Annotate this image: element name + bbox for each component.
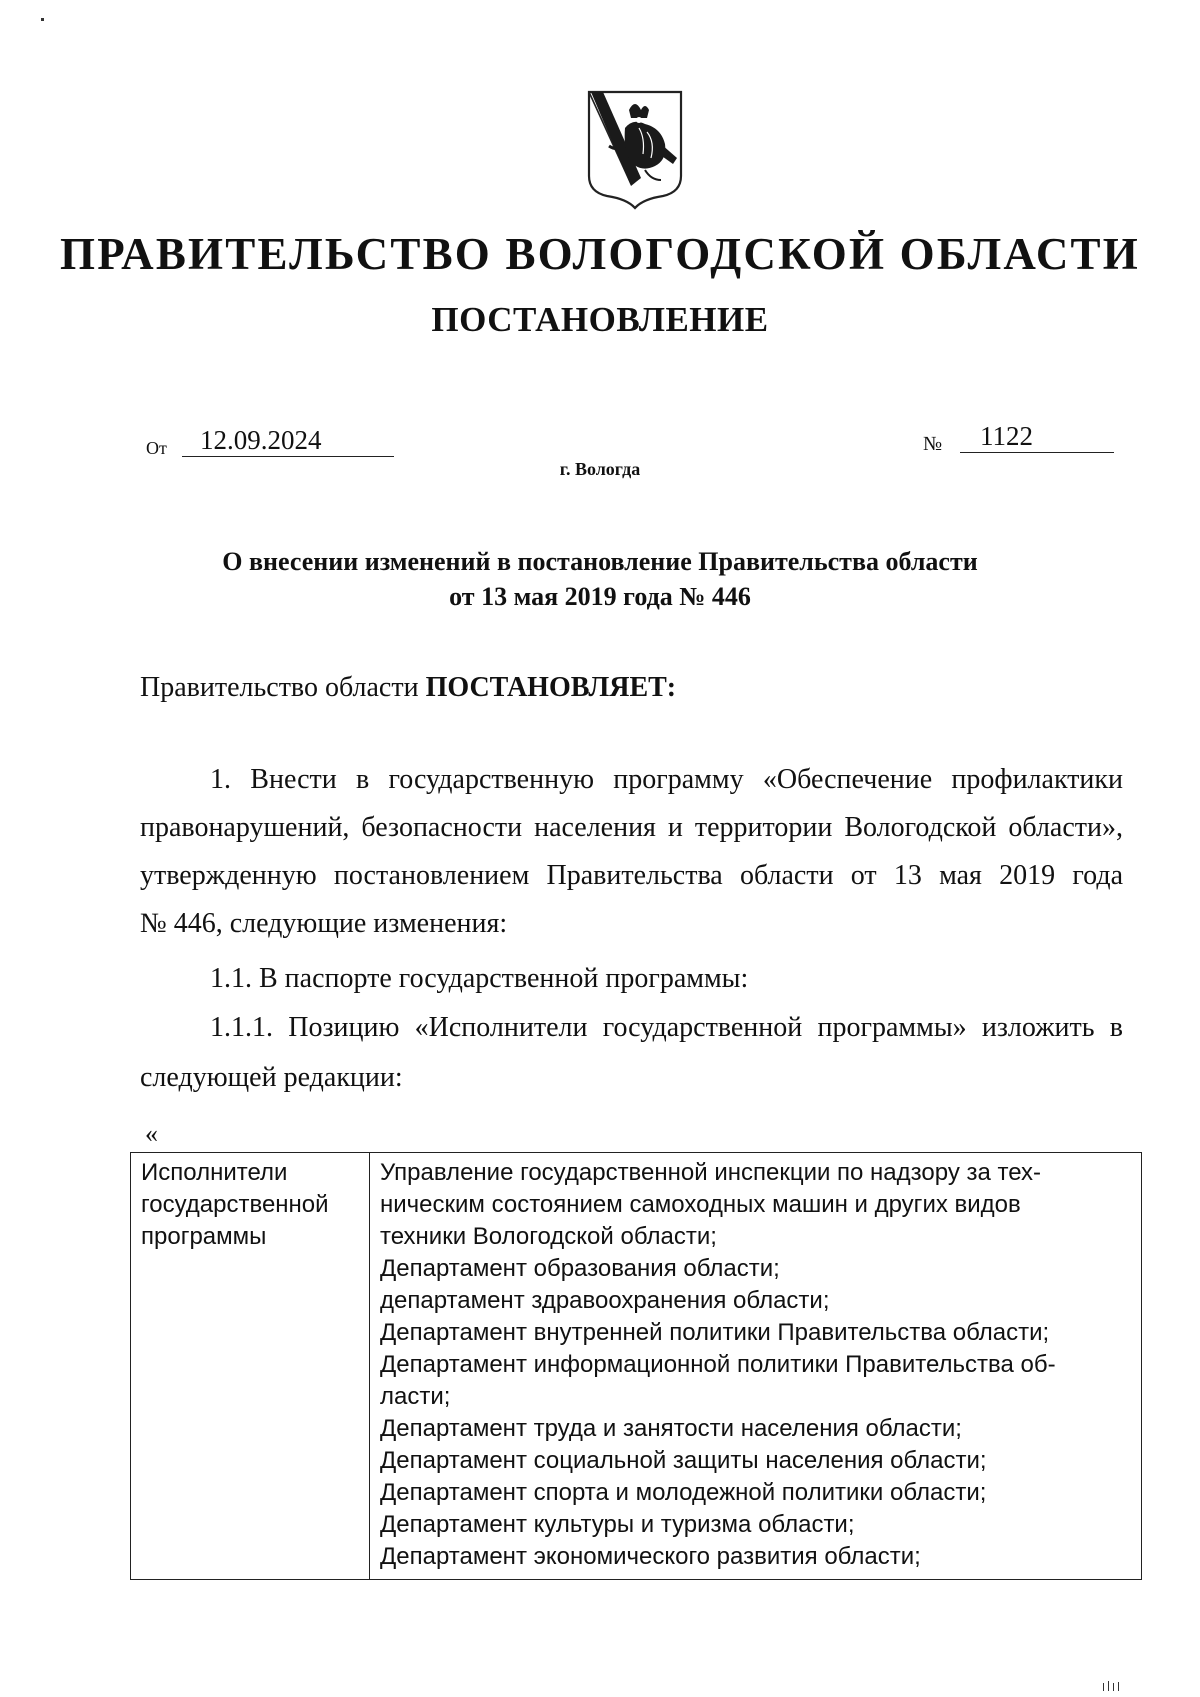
executors-table xyxy=(130,1152,1142,1580)
government-title: ПРАВИТЕЛЬСТВО ВОЛОГОДСКОЙ ОБЛАСТИ xyxy=(60,229,1140,279)
paragraph-1-line-2: правонарушений, безопасности населения и территории Вологодской области», xyxy=(140,812,1123,843)
city-label: г. Вологда xyxy=(559,459,641,479)
executor-line: департамент здравоохранения области; xyxy=(380,1287,830,1314)
scan-speck xyxy=(1103,1683,1104,1691)
executor-line: Департамент экономического развития области; xyxy=(380,1543,921,1570)
executor-line: Департамент культуры и туризма области; xyxy=(380,1511,855,1538)
executor-line: техники Вологодской области; xyxy=(380,1223,717,1250)
table-row xyxy=(131,1153,1142,1580)
document-subject xyxy=(0,544,1200,614)
label-line: Исполнители xyxy=(141,1159,288,1186)
document-type-title: ПОСТАНОВЛЕНИЕ xyxy=(431,300,769,339)
label-line: государственной xyxy=(141,1191,329,1218)
executor-line: ласти; xyxy=(380,1383,451,1410)
subject-line-2: от 13 мая 2019 года № 446 xyxy=(449,582,751,611)
paragraph-1-line-1: 1. Внести в государственную программу «Обеспечение профилактики xyxy=(210,764,1123,795)
date-prefix: От xyxy=(146,438,167,458)
paragraph-1-1: 1.1. В паспорте государственной программы: xyxy=(210,963,749,994)
executor-line: Департамент внутренней политики Правительства области; xyxy=(380,1319,1050,1346)
scan-speck xyxy=(1108,1681,1109,1691)
paragraph-1-1-1-line-1: 1.1.1. Позицию «Исполнители государственной программы» изложить в xyxy=(210,1012,1123,1043)
executor-line: Управление государственной инспекции по надзору за тех- xyxy=(380,1159,1042,1186)
paragraph-1-line-4: № 446, следующие изменения: xyxy=(140,908,508,939)
paragraph-1 xyxy=(140,762,1123,941)
executor-line: Департамент информационной политики Правительства об- xyxy=(380,1351,1056,1378)
paragraph-1-line-3: утвержденную постановлением Правительства области от 13 мая 2019 года xyxy=(140,860,1123,891)
number-prefix: № xyxy=(923,433,943,455)
preamble-text: Правительство области xyxy=(140,672,419,703)
document-number: 1122 xyxy=(960,421,1114,453)
scan-speck xyxy=(41,18,44,21)
executor-line: Департамент образования области; xyxy=(380,1255,780,1282)
preamble xyxy=(140,672,676,704)
executors-list-cell xyxy=(370,1153,1142,1580)
label-line: программы xyxy=(141,1223,267,1250)
scan-speck xyxy=(1113,1683,1114,1691)
executor-line: Департамент спорта и молодежной политики области; xyxy=(380,1479,987,1506)
executor-line: ническим состоянием самоходных машин и других видов xyxy=(380,1191,1021,1218)
paragraph-1-1-1 xyxy=(140,1010,1123,1095)
executor-line: Департамент труда и занятости населения области; xyxy=(380,1415,962,1442)
paragraph-1-1-1-line-2: следующей редакции: xyxy=(140,1062,403,1093)
executors-label-cell xyxy=(131,1153,370,1580)
subject-line-1: О внесении изменений в постановление Правительства области xyxy=(222,547,978,576)
scan-speck xyxy=(1118,1682,1119,1691)
opening-quote: « xyxy=(145,1119,158,1148)
vologda-coat-of-arms-emblem xyxy=(585,88,685,210)
executor-line: Департамент социальной защиты населения области; xyxy=(380,1447,987,1474)
document-date: 12.09.2024 xyxy=(182,425,394,457)
preamble-resolves: ПОСТАНОВЛЯЕТ: xyxy=(425,672,677,703)
